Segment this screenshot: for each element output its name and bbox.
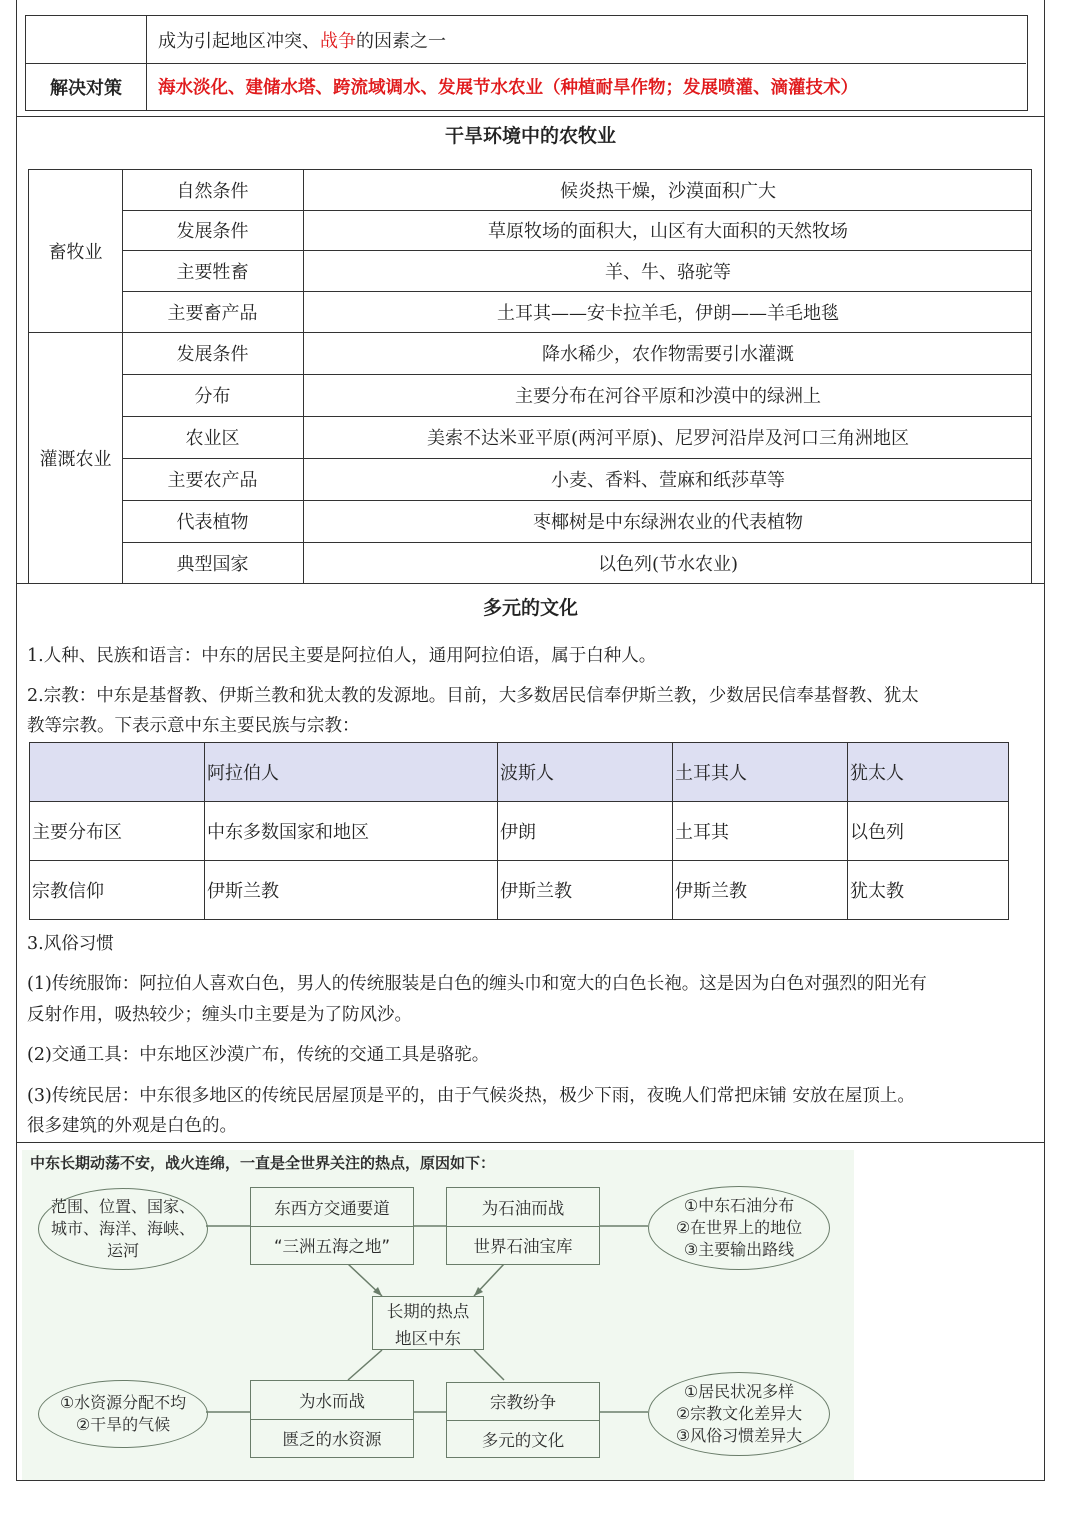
paragraph: (3)传统民居：中东很多地区的传统民居屋顶是平的，由于气候炎热，极少下雨，夜晚人们常把床铺 安放在屋顶上。	[27, 1086, 915, 1106]
paragraph: 很多建筑的外观是白色的。	[27, 1116, 237, 1136]
box-transport: 东西方交通要道 “三洲五海之地”	[250, 1187, 414, 1265]
agri-key: 主要牲畜	[176, 261, 249, 283]
paragraph: 3.风俗习惯	[27, 934, 114, 954]
ellipse-oil: ①中东石油分布 ②在世界上的地位 ③主要输出路线	[648, 1186, 830, 1270]
table-cell: 阿拉伯人	[205, 743, 498, 802]
animal-husbandry-label: 畜牧业	[48, 242, 103, 263]
agri-key: 分布	[194, 386, 231, 407]
box-water: 为水而战 匮乏的水资源	[250, 1380, 414, 1458]
agri-key: 自然条件	[176, 181, 249, 202]
ellipse-culture: ①居民状况多样 ②宗教文化差异大 ③风俗习惯差异大	[648, 1372, 830, 1456]
agri-key: 农业区	[185, 428, 240, 449]
ellipse-geography: 范围、位置、国家、 城市、海洋、海峡、 运河	[38, 1188, 208, 1270]
top-row2-text: 海水淡化、建储水塔、跨流域调水、发展节水农业（种植耐旱作物；发展喷灌、滴灌技术）	[158, 78, 858, 98]
paragraph: (2)交通工具：中东地区沙漠广布，传统的交通工具是骆驼。	[27, 1045, 490, 1065]
agri-value: 候炎热干燥，沙漠面积广大	[560, 181, 776, 202]
agri-value: 枣椰树是中东绿洲农业的代表植物	[533, 512, 803, 533]
table-cell: 中东多数国家和地区	[205, 802, 498, 861]
frame-right	[1044, 0, 1045, 1480]
table-cell: 伊斯兰教	[498, 861, 673, 920]
center-box: 长期的热点 地区中东	[372, 1296, 484, 1350]
agri-key: 发展条件	[176, 221, 249, 242]
paragraph: 教等宗教。下表示意中东主要民族与宗教：	[27, 716, 360, 736]
table-cell: 主要分布区	[30, 802, 205, 861]
cause-diagram	[22, 1150, 854, 1480]
paragraph: (1)传统服饰：阿拉伯人喜欢白色，男人的传统服装是白色的缠头巾和宽大的白色长袍。这是因为白色对强烈的阳光有	[27, 974, 927, 994]
center-box-border	[372, 1296, 484, 1350]
agri-value: 降水稀少，农作物需要引水灌溉	[542, 344, 794, 365]
box-oil: 为石油而战 世界石油宝库	[446, 1187, 600, 1265]
table-cell: 以色列	[848, 802, 1009, 861]
culture-title: 多元的文化	[482, 597, 578, 619]
agri-key: 典型国家	[176, 554, 249, 575]
agri-key: 主要畜产品	[167, 302, 258, 324]
table-cell: 犹太教	[848, 861, 1009, 920]
top-row2-label: 解决对策	[50, 77, 122, 99]
agri-key: 发展条件	[176, 344, 249, 365]
religion-table	[29, 742, 1009, 920]
table-cell: 伊斯兰教	[205, 861, 498, 920]
table-cell: 宗教信仰	[30, 861, 205, 920]
table-cell: 伊朗	[498, 802, 673, 861]
top-row1-text: 成为引起地区冲突、 战争 的因素之一	[158, 30, 446, 52]
table-cell: 波斯人	[498, 743, 673, 802]
paragraph: 反射作用，吸热较少；缠头巾主要是为了防风沙。	[27, 1005, 412, 1025]
table-cell: 土耳其人	[673, 743, 848, 802]
ellipse-water: ①水资源分配不均 ②干旱的气候	[38, 1380, 208, 1448]
agri-value: 小麦、香料、萱麻和纸莎草等	[551, 470, 785, 491]
paragraph: 1.人种、民族和语言：中东的居民主要是阿拉伯人，通用阿拉伯语，属于白种人。	[27, 646, 657, 666]
table-row	[30, 802, 1009, 861]
paragraph: 2.宗教：中东是基督教、伊斯兰教和犹太教的发源地。目前，大多数居民信奉伊斯兰教，少数居民信奉基督教、犹太	[27, 686, 919, 706]
table-row	[30, 743, 1009, 802]
box-religion: 宗教纷争 多元的文化	[446, 1382, 600, 1458]
agri-value: 土耳其——安卡拉羊毛，伊朗——羊毛地毯	[497, 302, 839, 324]
agri-key: 主要农产品	[167, 470, 258, 491]
irrigation-label: 灌溉农业	[39, 449, 112, 470]
table-cell	[30, 743, 205, 802]
table-cell: 土耳其	[673, 802, 848, 861]
agri-value: 羊、牛、骆驼等	[605, 261, 731, 283]
diagram-heading: 中东长期动荡不安，战火连绵，一直是全世界关注的热点，原因如下：	[30, 1154, 496, 1172]
table-cell: 犹太人	[848, 743, 1009, 802]
frame-left	[16, 0, 17, 1480]
table-row	[30, 861, 1009, 920]
table-cell: 伊斯兰教	[673, 861, 848, 920]
top-table	[25, 15, 1028, 111]
agri-value: 草原牧场的面积大，山区有大面积的天然牧场	[488, 221, 848, 242]
agri-table	[28, 169, 1032, 583]
agri-value: 主要分布在河谷平原和沙漠中的绿洲上	[515, 386, 821, 407]
agri-title: 干旱环境中的农牧业	[444, 125, 616, 147]
agri-value: 以色列(节水农业)	[597, 554, 739, 575]
agri-value: 美索不达米亚平原(两河平原)、尼罗河沿岸及河口三角洲地区	[426, 428, 910, 449]
agri-key: 代表植物	[176, 512, 249, 533]
